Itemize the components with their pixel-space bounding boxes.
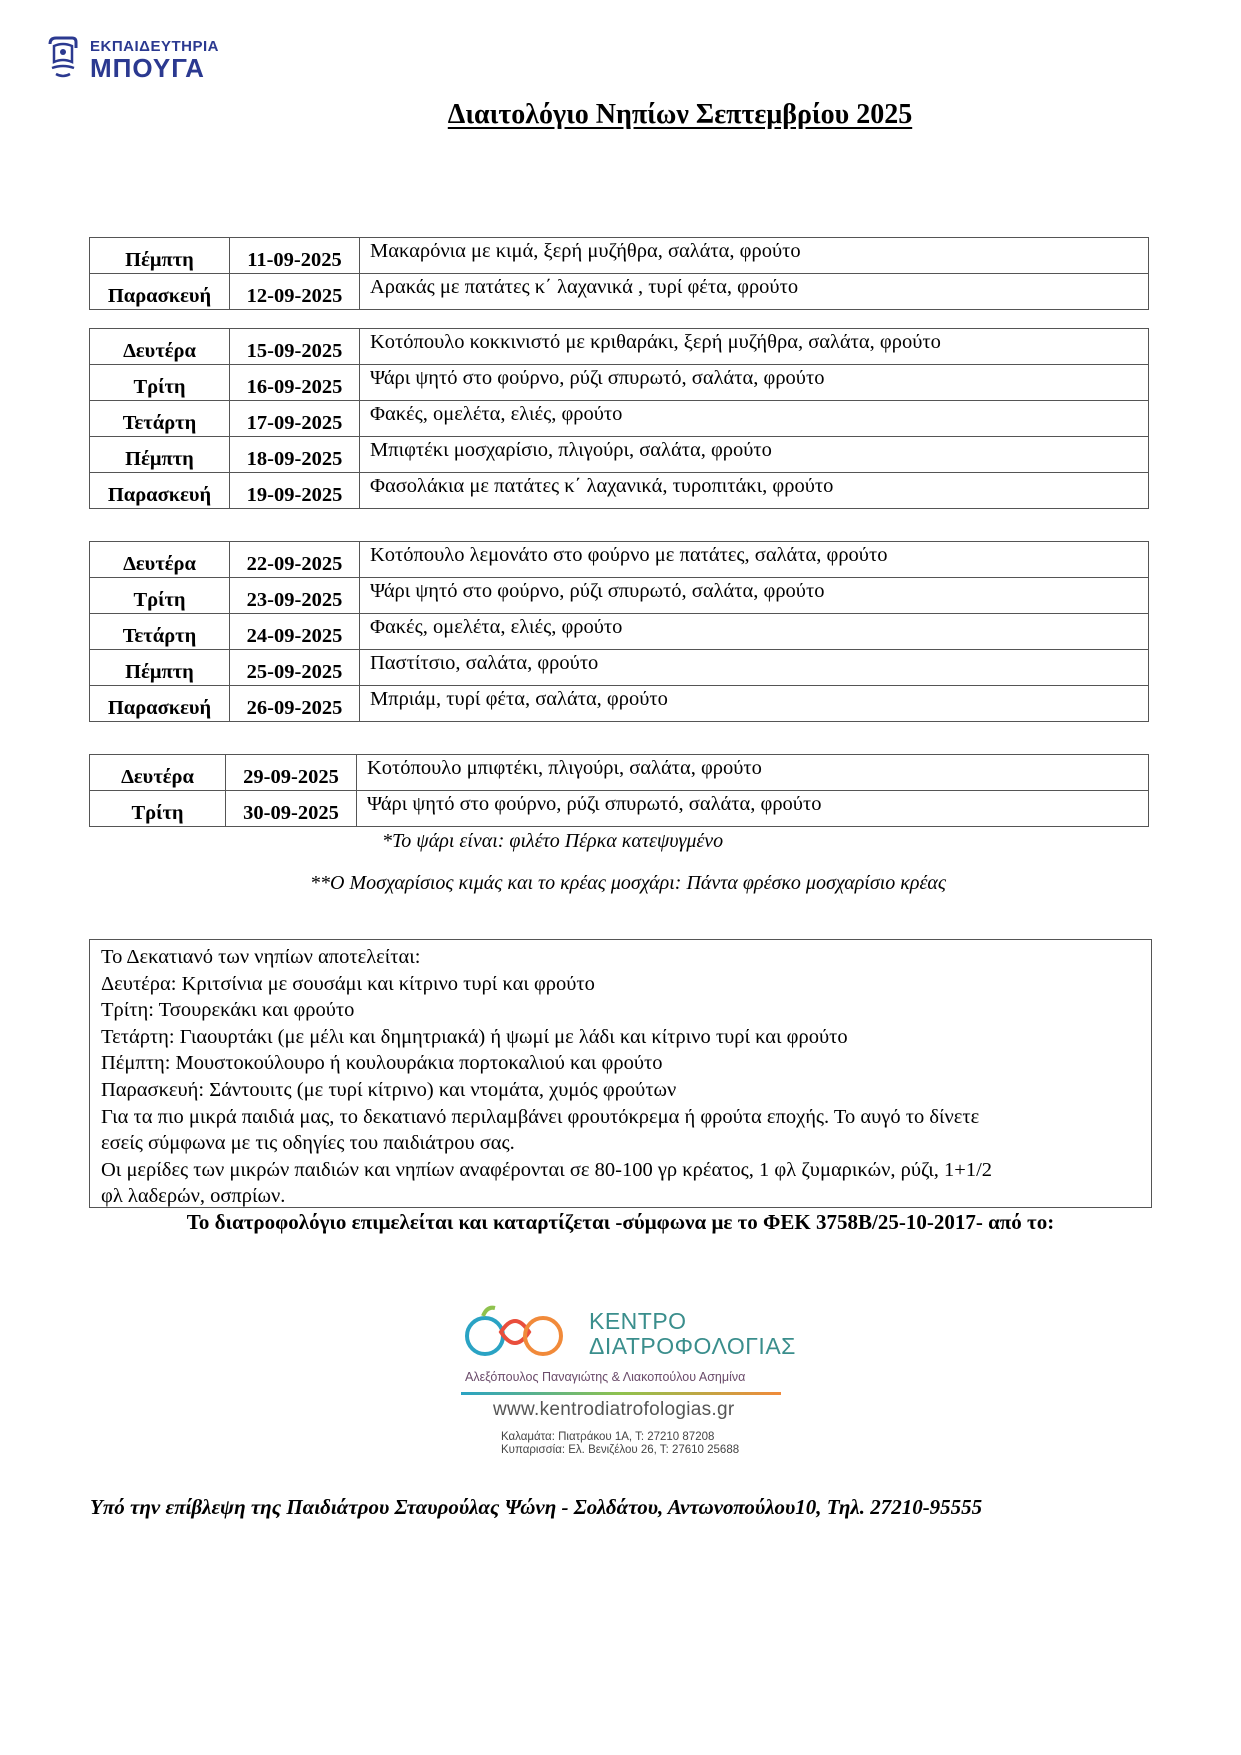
menu-row [90,401,1149,437]
snack-line: Πέμπτη: Μουστοκούλουρο ή κουλουράκια πορτοκαλιού και φρούτο [101,1052,663,1075]
menu-table-week2 [89,328,1149,509]
menu-date-cell: 24-09-2025 [230,614,360,650]
menu-row [90,614,1149,650]
menu-day-cell: Παρασκευή [90,473,230,509]
supervision-footer: Υπό την επίβλεψη της Παιδιάτρου Σταυρούλας Ψώνη - Σολδάτου, Αντωνοπούλου10, Τηλ. 27210-95555 [90,1495,983,1519]
menu-dishes-cell: Ψάρι ψητό στο φούρνο, ρύζι σπυρωτό, σαλάτα, φρούτο [360,365,1149,401]
menu-day-cell: Δευτέρα [90,329,230,365]
menu-dishes-cell: Κοτόπουλο λεμονάτο στο φούρνο με πατάτες, σαλάτα, φρούτο [360,542,1149,578]
menu-row [90,542,1149,578]
fish-note: *Το ψάρι είναι: φιλέτο Πέρκα κατεψυγμένο [382,830,724,852]
menu-date-cell: 18-09-2025 [230,437,360,473]
diet-center-address-kyparissia: Κυπαρισσία: Ελ. Βενιζέλου 26, Τ: 27610 25688 [501,1444,740,1456]
menu-dishes-cell: Φακές, ομελέτα, ελιές, φρούτο [360,401,1149,437]
menu-dishes-cell: Φασολάκια με πατάτες κ΄ λαχανικά, τυροπιτάκι, φρούτο [360,473,1149,509]
school-emblem-icon [46,34,80,82]
diet-center-divider [461,1392,781,1395]
menu-dishes-cell: Μακαρόνια με κιμά, ξερή μυζήθρα, σαλάτα, φρούτο [360,238,1149,274]
menu-dishes-cell: Μπιφτέκι μοσχαρίσιο, πλιγούρι, σαλάτα, φρούτο [360,437,1149,473]
menu-dishes-cell: Φακές, ομελέτα, ελιές, φρούτο [360,614,1149,650]
diet-center-people: Αλεξόπουλος Παναγιώτης & Λιακοπούλου Ασημίνα [465,1370,746,1384]
menu-table-week3 [89,541,1149,722]
menu-date-cell: 19-09-2025 [230,473,360,509]
menu-row [90,329,1149,365]
snack-line: Παρασκευή: Σάντουιτς (με τυρί κίτρινο) και ντομάτα, χυμός φρούτων [101,1078,677,1101]
page-title: Διαιτολόγιο Νηπίων Σεπτεμβρίου 2025 [447,99,913,130]
menu-dishes-cell: Αρακάς με πατάτες κ΄ λαχανικά , τυρί φέτα, φρούτο [360,274,1149,310]
credit-line: Το διατροφολόγιο επιμελείται και καταρτίζεται -σύμφωνα με το ΦΕΚ 3758Β/25-10-2017- από το: [186,1210,1055,1234]
menu-day-cell: Τρίτη [90,365,230,401]
menu-day-cell: Παρασκευή [90,686,230,722]
menu-row [90,650,1149,686]
menu-date-cell: 25-09-2025 [230,650,360,686]
menu-date-cell: 16-09-2025 [230,365,360,401]
diet-center-logo [455,1300,795,1465]
menu-row [90,274,1149,310]
school-logo [46,34,246,84]
menu-date-cell: 30-09-2025 [226,791,357,827]
snack-info-box [89,939,1152,1208]
menu-table-week1 [89,237,1149,310]
snack-line: εσείς σύμφωνα με τις οδηγίες του παιδιάτρου σας. [101,1132,515,1155]
menu-row [90,473,1149,509]
menu-dishes-cell: Κοτόπουλο μπιφτέκι, πλιγούρι, σαλάτα, φρούτο [357,755,1149,791]
logo-line2: ΜΠΟΥΓΑ [90,53,205,83]
menu-day-cell: Δευτέρα [90,542,230,578]
menu-day-cell: Τετάρτη [90,401,230,437]
diet-center-rings-icon [463,1302,573,1362]
snack-line: Οι μερίδες των μικρών παιδιών και νηπίων αναφέρονται σε 80-100 γρ κρέατος, 1 φλ ζυμαρικών, ρύζι, 1+1/2 [101,1158,993,1181]
menu-dishes-cell: Κοτόπουλο κοκκινιστό με κριθαράκι, ξερή μυζήθρα, σαλάτα, φρούτο [360,329,1149,365]
menu-row [90,238,1149,274]
diet-center-name-line2: ΔΙΑΤΡΟΦΟΛΟΓΙΑΣ [589,1333,796,1359]
menu-dishes-cell: Παστίτσιο, σαλάτα, φρούτο [360,650,1149,686]
menu-day-cell: Δευτέρα [90,755,226,791]
menu-row [90,437,1149,473]
menu-day-cell: Πέμπτη [90,238,230,274]
logo-line1: ΕΚΠΑΙΔΕΥΤΗΡΙΑ [90,38,219,55]
menu-date-cell: 17-09-2025 [230,401,360,437]
diet-center-name-line1: ΚΕΝΤΡΟ [589,1308,687,1334]
menu-date-cell: 11-09-2025 [230,238,360,274]
menu-day-cell: Τετάρτη [90,614,230,650]
snack-line: Τρίτη: Τσουρεκάκι και φρούτο [101,999,355,1022]
snack-line: φλ λαδερών, οσπρίων. [101,1185,286,1208]
menu-date-cell: 23-09-2025 [230,578,360,614]
menu-date-cell: 29-09-2025 [226,755,357,791]
menu-table-week4 [89,754,1149,827]
menu-day-cell: Πέμπτη [90,650,230,686]
snack-line: Το Δεκατιανό των νηπίων αποτελείται: [101,946,421,968]
snack-line: Τετάρτη: Γιαουρτάκι (με μέλι και δημητριακά) ή ψωμί με λάδι και κίτρινο τυρί και φρούτο [101,1025,848,1048]
snack-line: Για τα πιο μικρά παιδιά μας, το δεκατιανό περιλαμβάνει φρουτόκρεμα ή φρούτα εποχής. Το αυγό το δίνετε [101,1105,980,1128]
menu-date-cell: 22-09-2025 [230,542,360,578]
menu-dishes-cell: Μπριάμ, τυρί φέτα, σαλάτα, φρούτο [360,686,1149,722]
diet-center-website: www.kentrodiatrofologias.gr [493,1399,735,1420]
beef-note: **Ο Μοσχαρίσιος κιμάς και το κρέας μοσχάρι: Πάντα φρέσκο μοσχαρίσιο κρέας [310,872,946,894]
menu-date-cell: 15-09-2025 [230,329,360,365]
menu-row [90,578,1149,614]
menu-date-cell: 12-09-2025 [230,274,360,310]
snack-line: Δευτέρα: Κριτσίνια με σουσάμι και κίτρινο τυρί και φρούτο [101,972,595,995]
menu-dishes-cell: Ψάρι ψητό στο φούρνο, ρύζι σπυρωτό, σαλάτα, φρούτο [357,791,1149,827]
menu-dishes-cell: Ψάρι ψητό στο φούρνο, ρύζι σπυρωτό, σαλάτα, φρούτο [360,578,1149,614]
menu-day-cell: Τρίτη [90,578,230,614]
menu-day-cell: Πέμπτη [90,437,230,473]
menu-row [90,755,1149,791]
menu-row [90,365,1149,401]
diet-center-address-kalamata: Καλαμάτα: Πιατράκου 1Α, Τ: 27210 87208 [501,1431,715,1443]
menu-row [90,686,1149,722]
menu-day-cell: Τρίτη [90,791,226,827]
menu-row [90,791,1149,827]
menu-date-cell: 26-09-2025 [230,686,360,722]
menu-day-cell: Παρασκευή [90,274,230,310]
